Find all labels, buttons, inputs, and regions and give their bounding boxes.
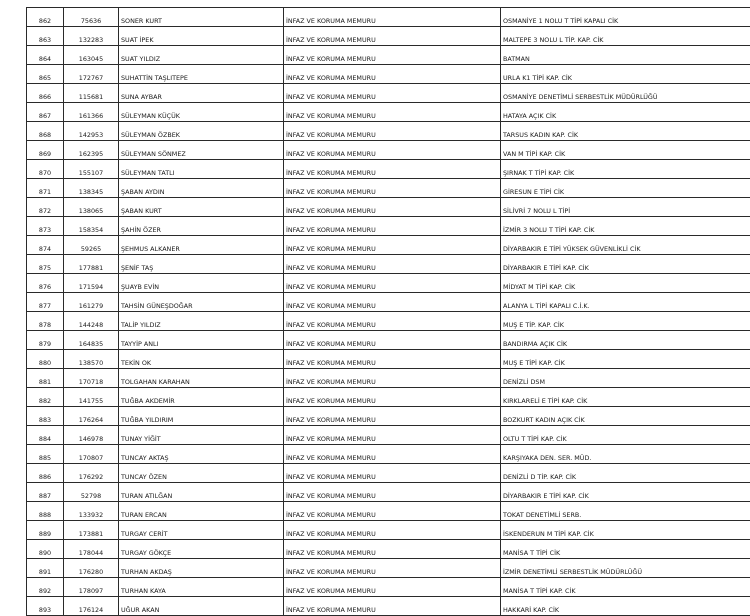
job-title-cell: İNFAZ VE KORUMA MEMURU bbox=[284, 350, 501, 369]
institution-name-cell: BOZKURT KADIN AÇIK CİK bbox=[501, 407, 750, 426]
table-row bbox=[27, 217, 750, 236]
row-number-cell: 885 bbox=[27, 445, 64, 464]
registry-number-cell: 144248 bbox=[64, 312, 119, 331]
job-title-cell: İNFAZ VE KORUMA MEMURU bbox=[284, 331, 501, 350]
person-name-cell: SÜLEYMAN KÜÇÜK bbox=[119, 103, 284, 122]
row-number-cell: 879 bbox=[27, 331, 64, 350]
table-row bbox=[27, 388, 750, 407]
institution-name-cell: TARSUS KADIN KAP. CİK bbox=[501, 122, 750, 141]
row-number-cell: 889 bbox=[27, 521, 64, 540]
job-title-cell: İNFAZ VE KORUMA MEMURU bbox=[284, 312, 501, 331]
personnel-table bbox=[26, 7, 750, 616]
person-name-cell: TALİP YILDIZ bbox=[119, 312, 284, 331]
institution-name-cell: KARŞIYAKA DEN. SER. MÜD. bbox=[501, 445, 750, 464]
job-title-cell: İNFAZ VE KORUMA MEMURU bbox=[284, 255, 501, 274]
job-title-cell: İNFAZ VE KORUMA MEMURU bbox=[284, 274, 501, 293]
table-row bbox=[27, 179, 750, 198]
institution-name-cell: OLTU T TİPİ KAP. CİK bbox=[501, 426, 750, 445]
institution-name-cell: İZMİR 3 NOLU T TİPİ KAP. CİK bbox=[501, 217, 750, 236]
institution-name-cell: TOKAT DENETİMLİ SERB. bbox=[501, 502, 750, 521]
row-number-cell: 877 bbox=[27, 293, 64, 312]
person-name-cell: TUNAY YİĞİT bbox=[119, 426, 284, 445]
row-number-cell: 873 bbox=[27, 217, 64, 236]
table-row bbox=[27, 8, 750, 27]
institution-name-cell: ALANYA L TİPİ KAPALI C.İ.K. bbox=[501, 293, 750, 312]
row-number-cell: 887 bbox=[27, 483, 64, 502]
personnel-table-sheet bbox=[26, 7, 750, 616]
institution-name-cell: ŞIRNAK T TİPİ KAP. CİK bbox=[501, 160, 750, 179]
institution-name-cell: MANİSA T TİPİ CİK bbox=[501, 540, 750, 559]
person-name-cell: SONER KURT bbox=[119, 8, 284, 27]
registry-number-cell: 161279 bbox=[64, 293, 119, 312]
row-number-cell: 890 bbox=[27, 540, 64, 559]
table-row bbox=[27, 84, 750, 103]
row-number-cell: 880 bbox=[27, 350, 64, 369]
institution-name-cell: HAKKARİ KAP. CİK bbox=[501, 597, 750, 616]
institution-name-cell: GİRESUN E TİPİ CİK bbox=[501, 179, 750, 198]
table-row bbox=[27, 350, 750, 369]
job-title-cell: İNFAZ VE KORUMA MEMURU bbox=[284, 559, 501, 578]
job-title-cell: İNFAZ VE KORUMA MEMURU bbox=[284, 407, 501, 426]
person-name-cell: TUNCAY ÖZEN bbox=[119, 464, 284, 483]
job-title-cell: İNFAZ VE KORUMA MEMURU bbox=[284, 217, 501, 236]
table-row bbox=[27, 312, 750, 331]
person-name-cell: ŞEHMUS ALKANER bbox=[119, 236, 284, 255]
job-title-cell: İNFAZ VE KORUMA MEMURU bbox=[284, 445, 501, 464]
table-row bbox=[27, 198, 750, 217]
registry-number-cell: 163045 bbox=[64, 46, 119, 65]
row-number-cell: 862 bbox=[27, 8, 64, 27]
person-name-cell: UĞUR AKAN bbox=[119, 597, 284, 616]
registry-number-cell: 161366 bbox=[64, 103, 119, 122]
row-number-cell: 876 bbox=[27, 274, 64, 293]
row-number-cell: 884 bbox=[27, 426, 64, 445]
row-number-cell: 874 bbox=[27, 236, 64, 255]
registry-number-cell: 138570 bbox=[64, 350, 119, 369]
job-title-cell: İNFAZ VE KORUMA MEMURU bbox=[284, 369, 501, 388]
registry-number-cell: 52798 bbox=[64, 483, 119, 502]
registry-number-cell: 115681 bbox=[64, 84, 119, 103]
institution-name-cell: MANİSA T TİPİ KAP. CİK bbox=[501, 578, 750, 597]
job-title-cell: İNFAZ VE KORUMA MEMURU bbox=[284, 426, 501, 445]
institution-name-cell: MUŞ E TİP. KAP. CİK bbox=[501, 312, 750, 331]
table-row bbox=[27, 559, 750, 578]
row-number-cell: 882 bbox=[27, 388, 64, 407]
table-row bbox=[27, 464, 750, 483]
institution-name-cell: VAN M TİPİ KAP. CİK bbox=[501, 141, 750, 160]
institution-name-cell: MALTEPE 3 NOLU L TİP. KAP. CİK bbox=[501, 27, 750, 46]
table-row bbox=[27, 293, 750, 312]
job-title-cell: İNFAZ VE KORUMA MEMURU bbox=[284, 122, 501, 141]
registry-number-cell: 138065 bbox=[64, 198, 119, 217]
row-number-cell: 865 bbox=[27, 65, 64, 84]
registry-number-cell: 172767 bbox=[64, 65, 119, 84]
registry-number-cell: 162395 bbox=[64, 141, 119, 160]
registry-number-cell: 59265 bbox=[64, 236, 119, 255]
table-row bbox=[27, 521, 750, 540]
institution-name-cell: İSKENDERUN M TİPİ KAP. CİK bbox=[501, 521, 750, 540]
table-row bbox=[27, 540, 750, 559]
job-title-cell: İNFAZ VE KORUMA MEMURU bbox=[284, 597, 501, 616]
institution-name-cell: URLA K1 TİPİ KAP. CİK bbox=[501, 65, 750, 84]
job-title-cell: İNFAZ VE KORUMA MEMURU bbox=[284, 293, 501, 312]
registry-number-cell: 75636 bbox=[64, 8, 119, 27]
job-title-cell: İNFAZ VE KORUMA MEMURU bbox=[284, 84, 501, 103]
row-number-cell: 888 bbox=[27, 502, 64, 521]
table-row bbox=[27, 407, 750, 426]
registry-number-cell: 158354 bbox=[64, 217, 119, 236]
institution-name-cell: HATAYA AÇIK CİK bbox=[501, 103, 750, 122]
table-row bbox=[27, 65, 750, 84]
person-name-cell: TURGAY GÖKÇE bbox=[119, 540, 284, 559]
person-name-cell: ŞABAN KURT bbox=[119, 198, 284, 217]
institution-name-cell: BANDIRMA AÇIK CİK bbox=[501, 331, 750, 350]
row-number-cell: 870 bbox=[27, 160, 64, 179]
institution-name-cell: DİYARBAKIR E TİPİ KAP. CİK bbox=[501, 483, 750, 502]
job-title-cell: İNFAZ VE KORUMA MEMURU bbox=[284, 27, 501, 46]
registry-number-cell: 176124 bbox=[64, 597, 119, 616]
registry-number-cell: 178044 bbox=[64, 540, 119, 559]
job-title-cell: İNFAZ VE KORUMA MEMURU bbox=[284, 502, 501, 521]
institution-name-cell: KIRKLARELİ E TİPİ KAP. CİK bbox=[501, 388, 750, 407]
person-name-cell: TURAN ATILĞAN bbox=[119, 483, 284, 502]
table-row bbox=[27, 46, 750, 65]
table-row bbox=[27, 141, 750, 160]
row-number-cell: 893 bbox=[27, 597, 64, 616]
person-name-cell: SUAT İPEK bbox=[119, 27, 284, 46]
person-name-cell: SÜLEYMAN TATLI bbox=[119, 160, 284, 179]
institution-name-cell: DİYARBAKIR E TİPİ YÜKSEK GÜVENLİKLİ CİK bbox=[501, 236, 750, 255]
job-title-cell: İNFAZ VE KORUMA MEMURU bbox=[284, 464, 501, 483]
person-name-cell: ŞABAN AYDIN bbox=[119, 179, 284, 198]
row-number-cell: 871 bbox=[27, 179, 64, 198]
job-title-cell: İNFAZ VE KORUMA MEMURU bbox=[284, 8, 501, 27]
job-title-cell: İNFAZ VE KORUMA MEMURU bbox=[284, 160, 501, 179]
person-name-cell: TEKİN OK bbox=[119, 350, 284, 369]
registry-number-cell: 176264 bbox=[64, 407, 119, 426]
registry-number-cell: 138345 bbox=[64, 179, 119, 198]
institution-name-cell: MİDYAT M TİPİ KAP. CİK bbox=[501, 274, 750, 293]
row-number-cell: 867 bbox=[27, 103, 64, 122]
person-name-cell: TURHAN AKDAŞ bbox=[119, 559, 284, 578]
table-row bbox=[27, 502, 750, 521]
registry-number-cell: 132283 bbox=[64, 27, 119, 46]
row-number-cell: 872 bbox=[27, 198, 64, 217]
job-title-cell: İNFAZ VE KORUMA MEMURU bbox=[284, 141, 501, 160]
person-name-cell: SÜLEYMAN ÖZBEK bbox=[119, 122, 284, 141]
table-row bbox=[27, 331, 750, 350]
person-name-cell: ŞENİF TAŞ bbox=[119, 255, 284, 274]
table-row bbox=[27, 255, 750, 274]
registry-number-cell: 173881 bbox=[64, 521, 119, 540]
person-name-cell: TUNCAY AKTAŞ bbox=[119, 445, 284, 464]
institution-name-cell: OSMANİYE DENETİMLİ SERBESTLİK MÜDÜRLÜĞÜ bbox=[501, 84, 750, 103]
institution-name-cell: DİYARBAKIR E TİPİ KAP. CİK bbox=[501, 255, 750, 274]
table-row bbox=[27, 103, 750, 122]
job-title-cell: İNFAZ VE KORUMA MEMURU bbox=[284, 540, 501, 559]
registry-number-cell: 133932 bbox=[64, 502, 119, 521]
person-name-cell: TURAN ERCAN bbox=[119, 502, 284, 521]
row-number-cell: 864 bbox=[27, 46, 64, 65]
person-name-cell: TAHSİN GÜNEŞDOĞAR bbox=[119, 293, 284, 312]
registry-number-cell: 142953 bbox=[64, 122, 119, 141]
row-number-cell: 886 bbox=[27, 464, 64, 483]
institution-name-cell: OSMANİYE 1 NOLU T TİPİ KAPALI CİK bbox=[501, 8, 750, 27]
registry-number-cell: 176292 bbox=[64, 464, 119, 483]
table-row bbox=[27, 274, 750, 293]
row-number-cell: 881 bbox=[27, 369, 64, 388]
person-name-cell: ŞUAYB EVİN bbox=[119, 274, 284, 293]
institution-name-cell: DENİZLİ DSM bbox=[501, 369, 750, 388]
table-row bbox=[27, 160, 750, 179]
row-number-cell: 883 bbox=[27, 407, 64, 426]
job-title-cell: İNFAZ VE KORUMA MEMURU bbox=[284, 521, 501, 540]
person-name-cell: TURHAN KAYA bbox=[119, 578, 284, 597]
registry-number-cell: 164835 bbox=[64, 331, 119, 350]
registry-number-cell: 177881 bbox=[64, 255, 119, 274]
institution-name-cell: DENİZLİ D TİP. KAP. CİK bbox=[501, 464, 750, 483]
row-number-cell: 868 bbox=[27, 122, 64, 141]
registry-number-cell: 170807 bbox=[64, 445, 119, 464]
table-row bbox=[27, 426, 750, 445]
person-name-cell: TUĞBA AKDEMİR bbox=[119, 388, 284, 407]
person-name-cell: SÜLEYMAN SÖNMEZ bbox=[119, 141, 284, 160]
table-row bbox=[27, 445, 750, 464]
row-number-cell: 878 bbox=[27, 312, 64, 331]
job-title-cell: İNFAZ VE KORUMA MEMURU bbox=[284, 236, 501, 255]
registry-number-cell: 155107 bbox=[64, 160, 119, 179]
registry-number-cell: 146978 bbox=[64, 426, 119, 445]
job-title-cell: İNFAZ VE KORUMA MEMURU bbox=[284, 388, 501, 407]
job-title-cell: İNFAZ VE KORUMA MEMURU bbox=[284, 103, 501, 122]
person-name-cell: SUHATTİN TAŞLITEPE bbox=[119, 65, 284, 84]
person-name-cell: TUĞBA YILDIRIM bbox=[119, 407, 284, 426]
job-title-cell: İNFAZ VE KORUMA MEMURU bbox=[284, 483, 501, 502]
table-row bbox=[27, 578, 750, 597]
job-title-cell: İNFAZ VE KORUMA MEMURU bbox=[284, 179, 501, 198]
job-title-cell: İNFAZ VE KORUMA MEMURU bbox=[284, 198, 501, 217]
registry-number-cell: 178097 bbox=[64, 578, 119, 597]
person-name-cell: SUAT YILDIZ bbox=[119, 46, 284, 65]
registry-number-cell: 170718 bbox=[64, 369, 119, 388]
table-row bbox=[27, 483, 750, 502]
table-row bbox=[27, 597, 750, 616]
row-number-cell: 875 bbox=[27, 255, 64, 274]
institution-name-cell: BATMAN bbox=[501, 46, 750, 65]
person-name-cell: TURGAY CERİT bbox=[119, 521, 284, 540]
institution-name-cell: SİLİVRİ 7 NOLU L TİPİ bbox=[501, 198, 750, 217]
institution-name-cell: İZMİR DENETİMLİ SERBESTLİK MÜDÜRLÜĞÜ bbox=[501, 559, 750, 578]
person-name-cell: ŞAHİN ÖZER bbox=[119, 217, 284, 236]
row-number-cell: 869 bbox=[27, 141, 64, 160]
registry-number-cell: 141755 bbox=[64, 388, 119, 407]
job-title-cell: İNFAZ VE KORUMA MEMURU bbox=[284, 578, 501, 597]
personnel-table-body bbox=[27, 8, 750, 616]
table-row bbox=[27, 122, 750, 141]
person-name-cell: TAYYİP ANLI bbox=[119, 331, 284, 350]
row-number-cell: 863 bbox=[27, 27, 64, 46]
person-name-cell: SUNA AYBAR bbox=[119, 84, 284, 103]
row-number-cell: 891 bbox=[27, 559, 64, 578]
registry-number-cell: 176280 bbox=[64, 559, 119, 578]
table-row bbox=[27, 27, 750, 46]
institution-name-cell: MUŞ E TİPİ KAP. CİK bbox=[501, 350, 750, 369]
job-title-cell: İNFAZ VE KORUMA MEMURU bbox=[284, 65, 501, 84]
person-name-cell: TOLGAHAN KARAHAN bbox=[119, 369, 284, 388]
table-row bbox=[27, 236, 750, 255]
table-row bbox=[27, 369, 750, 388]
registry-number-cell: 171594 bbox=[64, 274, 119, 293]
row-number-cell: 866 bbox=[27, 84, 64, 103]
job-title-cell: İNFAZ VE KORUMA MEMURU bbox=[284, 46, 501, 65]
row-number-cell: 892 bbox=[27, 578, 64, 597]
